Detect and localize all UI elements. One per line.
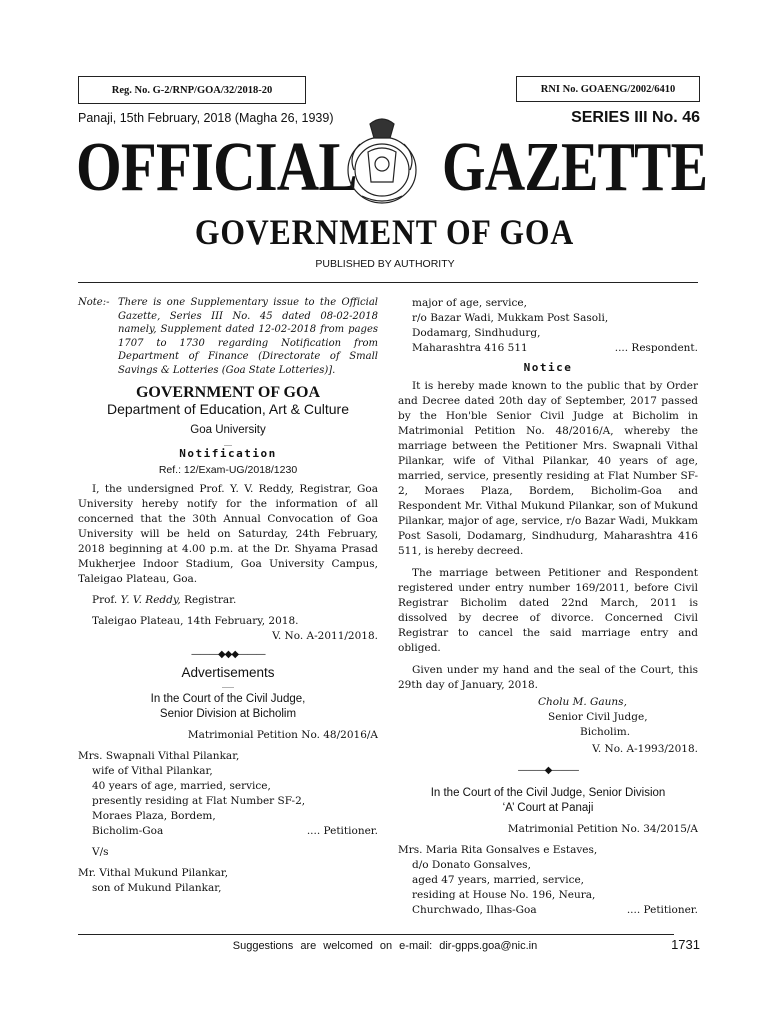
court2-line-2: ‘A’ Court at Panaji [502, 802, 594, 814]
ornament-divider-2: ———◆——— [517, 765, 579, 776]
petitioner-line-1: Mrs. Swapnali Vithal Pilankar, [78, 750, 240, 762]
petition-number: Matrimonial Petition No. 48/2016/A [187, 729, 378, 741]
petitioner-line-6: Bicholim-Goa .... Petitioner. [92, 825, 378, 837]
judge-place: Bicholim. [580, 726, 631, 738]
footer-divider [78, 934, 674, 935]
right-column [398, 296, 698, 918]
government-title: GOVERNMENT OF GOA [195, 212, 575, 252]
voucher-number: V. No. A-2011/2018. [272, 630, 378, 642]
left-column [78, 296, 378, 896]
court2-line-1: In the Court of the Civil Judge, Senior Division [430, 787, 666, 799]
notice-paragraph-2: The marriage between Petitioner and Respondent registered under entry number 169/2011, before Civil Registrar Bicholim dated 22nd March, 2011 is dissolved by decree of divorce. Concerned Civil Registrar to cancel the said marriage entry and obliged. [398, 567, 698, 654]
state-emblem-icon [340, 112, 424, 208]
title-official: OFFICIAL [76, 129, 357, 206]
masthead-divider [78, 282, 698, 283]
voucher-number-2: V. No. A-1993/2018. [592, 743, 698, 755]
footer-suggestion: Suggestions are welcomed on e-mail: dir-gpps.goa@nic.in [232, 940, 538, 952]
university-heading: Goa University [190, 424, 266, 436]
registration-number-box [78, 76, 306, 104]
notice-paragraph-1: It is hereby made known to the public that by Order and Decree dated 20th day of September, 2017 passed by the Hon'ble Senior Civil Judge at Bicholim in Matrimonial Petition No. 48/2016/A, whereby the marriage between the Petitioner Mrs. Swapnali Vithal Pilankar, wife of Vithal Pilankar, 40 years of age, married, service, presently residing at Flat Number SF-2, Moraes Plaza, Bordem, Bicholim-Goa and Respondent Mr. Vithal Mukund Pilankar, son of Mukund Pilankar, major of age, service, r/o Bazar Wadi, Mukkam Post Sasoli, Dodamarg, Sindhudurg, Maharashtra 416 511, is hereby decreed. [398, 380, 698, 557]
petitioner2-line-3: aged 47 years, married, service, [412, 874, 585, 886]
reference-number: Ref.: 12/Exam-UG/2018/1230 [158, 464, 298, 476]
dash: __ [224, 437, 232, 446]
supplement-note [78, 296, 378, 377]
court-line-2: Senior Division at Bicholim [159, 708, 297, 720]
notification-heading: Notification [179, 447, 277, 460]
petitioner2-line-4: residing at House No. 196, Neura, [412, 889, 596, 901]
petitioner2-line-5: Churchwado, Ilhas-Goa .... Petitioner. [412, 904, 698, 916]
title-gazette: GAZETTE [442, 129, 708, 206]
petitioner2-line-2: d/o Donato Gonsalves, [412, 859, 531, 871]
date-line: Panaji, 15th February, 2018 (Magha 26, 1939) [78, 111, 334, 125]
petitioner-line-2: wife of Vithal Pilankar, [92, 765, 213, 777]
petitioner-line-5: Moraes Plaza, Bordem, [92, 810, 216, 822]
rni-number-box [516, 76, 700, 102]
court-line-1: In the Court of the Civil Judge, [150, 693, 306, 705]
page-number: 1731 [671, 937, 700, 952]
department-heading: Department of Education, Art & Culture [106, 401, 349, 417]
note-text: There is one Supplementary issue to the Official Gazette, Series III No. 45 dated 08-02-2018 namely, Supplement dated 12-02-2018 from pages 1707 to 1730 regarding Notification from Department of Finance (Directorate of Small Savings & Lotteries (Goa State Lotteries)]. [118, 297, 378, 376]
ornament-divider: ———◆◆◆——— [190, 649, 266, 660]
series-number: SERIES III No. 46 [571, 109, 700, 126]
respondent-line-1: Mr. Vithal Mukund Pilankar, [78, 867, 229, 879]
respondent-line-5: Dodamarg, Sindhudurg, [412, 327, 541, 339]
petitioner-line-4: presently residing at Flat Number SF-2, [92, 795, 306, 807]
reg-no: Reg. No. G-2/RNP/GOA/32/2018-20 [111, 84, 273, 96]
rni-no: RNI No. GOAENG/2002/6410 [540, 83, 676, 95]
note-label: Note:- [78, 297, 110, 308]
respondent-line-2: son of Mukund Pilankar, [92, 882, 222, 894]
place-date: Taleigao Plateau, 14th February, 2018. [92, 615, 299, 627]
adv-dash: ___ [222, 679, 234, 688]
advertisements-heading: Advertisements [181, 665, 275, 680]
versus: V/s [92, 846, 109, 858]
respondent-line-6: Maharashtra 416 511 .... Respondent. [412, 342, 698, 354]
government-heading: GOVERNMENT OF GOA [135, 384, 320, 401]
petitioner-line-3: 40 years of age, married, service, [92, 780, 271, 792]
petition-number-2: Matrimonial Petition No. 34/2015/A [507, 823, 698, 835]
notice-heading: Notice [523, 361, 573, 374]
notification-body: I, the undersigned Prof. Y. V. Reddy, Registrar, Goa University hereby notify for the information of all concerned that the 30th Annual Convocation of Goa University will be held on Saturday, 24th February, 2018 beginning at 4.00 p.m. at the Dr. Shyama Prasad Mukherjee Indoor Stadium, Goa University Campus, Taleigao Plateau, Goa. [78, 483, 378, 585]
respondent-line-4: r/o Bazar Wadi, Mukkam Post Sasoli, [412, 312, 609, 324]
published-by: PUBLISHED BY AUTHORITY [315, 258, 455, 270]
petitioner2-line-1: Mrs. Maria Rita Gonsalves e Estaves, [398, 844, 598, 856]
respondent-line-3: major of age, service, [412, 297, 527, 309]
judge-title: Senior Civil Judge, [548, 711, 648, 723]
signature-line: Prof. Y. V. Reddy, Registrar. [92, 594, 237, 606]
judge-name: Cholu M. Gauns, [538, 696, 627, 708]
notice-paragraph-3: Given under my hand and the seal of the Court, this 29th day of January, 2018. [398, 664, 698, 691]
